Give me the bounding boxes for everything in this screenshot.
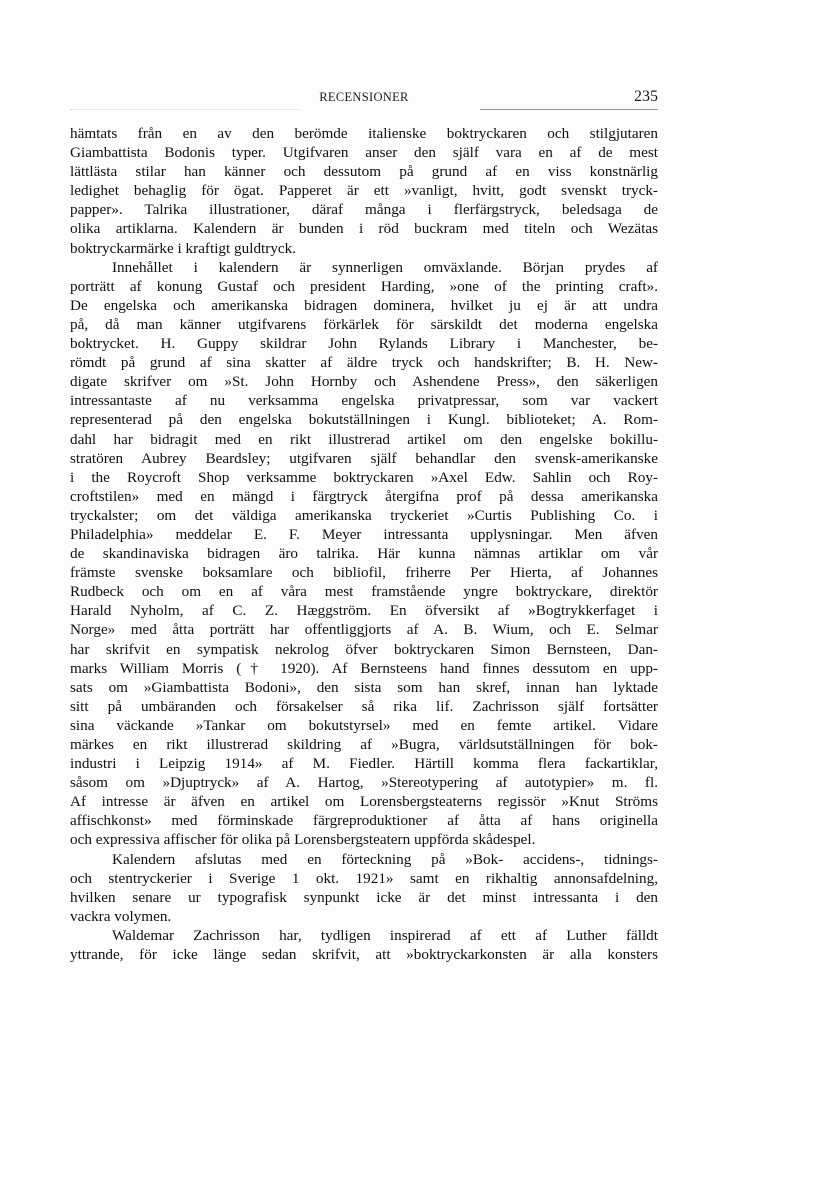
text-line: har skrifvit en sympatisk nekrolog öfver boktryckaren Simon Bernsteen, Dan- — [70, 640, 658, 658]
text-line: yttrande, för icke länge sedan skrifvit, att »boktryckarkonsten är alla konsters — [70, 946, 658, 964]
header-rule-left — [70, 109, 300, 110]
text-line: och stentryckerier i Sverige 1 okt. 1921» samt en rikhaltig annonsafdelning, — [70, 869, 658, 887]
text-line: sitt på umbäranden och försakelser så rika lif. Zachrisson själf fortsätter — [70, 697, 658, 715]
text-line: olika artiklarna. Kalendern är bunden i röd buckram med titeln och Wezätas — [70, 220, 658, 238]
text-line: Philadelphia» meddelar E. F. Meyer intressanta upplysningar. Men äfven — [70, 525, 658, 543]
text-line: Af intresse är äfven en artikel om Lorensbergsteaterns regissör »Knut Ströms — [70, 793, 658, 811]
text-line: lättlästa stilar han känner och dessutom på grund af en viss konstnärlig — [70, 163, 658, 181]
text-line: Norge» med åtta porträtt har offentliggjorts af A. B. Wium, och E. Selmar — [70, 621, 658, 639]
text-line: digate skrifver om »St. John Hornby och Ashendene Press», den säkerligen — [70, 373, 658, 391]
text-line: industri i Leipzig 1914» af M. Fiedler. Härtill komma flera fackartiklar, — [70, 755, 658, 773]
text-line: främste svenske boksamlare och bibliofil, friherre Per Hierta, af Johannes — [70, 564, 658, 582]
text-line: De engelska och amerikanska bidragen dominera, hvilket ju ej är att undra — [70, 296, 658, 314]
text-line: sina väckande »Tankar om bokutstyrsel» med en femte artikel. Vidare — [70, 716, 658, 734]
text-line: Waldemar Zachrisson har, tydligen inspirerad af ett af Luther fälldt — [112, 926, 658, 944]
text-line: såsom om »Djuptryck» af A. Hartog, »Stereotypering af autotypier» m. fl. — [70, 774, 658, 792]
text-line: representerad på den engelska bokutställningen i Kungl. biblioteket; A. Rom- — [70, 411, 658, 429]
running-head — [70, 88, 658, 110]
text-line: marks William Morris († 1920). Af Bernsteens hand finnes dessutom en upp- — [70, 659, 658, 677]
text-line: dahl har bidragit med en rikt illustrerad artikel om den engelske bokillu- — [70, 430, 658, 448]
text-line: Rudbeck och om en af våra mest framstående yngre boktryckare, direktör — [70, 583, 658, 601]
text-line: Innehållet i kalendern är synnerligen omväxlande. Början prydes af — [112, 258, 658, 276]
text-line: croftstilen» med en mängd i färgtryck återgifna prof på dessa amerikanska — [70, 487, 658, 505]
text-line: vackra volymen. — [70, 907, 172, 925]
header-rule — [480, 109, 658, 110]
text-line: på, då man känner utgifvarens förkärlek för särskildt det moderna engelska — [70, 315, 658, 333]
text-line: stratören Aubrey Beardsley; utgifvaren själf behandlar den svensk-amerikanske — [70, 449, 658, 467]
text-line: och expressiva affischer för olika på Lorensbergsteatern uppförda skådespel. — [70, 831, 536, 849]
text-line: boktryckarmärke i kraftigt guldtryck. — [70, 239, 297, 257]
text-line: Harald Nyholm, af C. Z. Hæggström. En öfversikt af »Bogtrykkerfaget i — [70, 602, 658, 620]
text-line: märkes en rikt illustrerad skildring af »Bugra, världsutställningen för bok- — [70, 736, 658, 753]
text-line: Giambattista Bodonis typer. Utgifvaren anser den själf vara en af de mest — [70, 144, 658, 162]
text-line: papper». Talrika illustrationer, däraf många i flerfärgstryck, beledsaga de — [70, 201, 658, 219]
text-line: hvilken senare ur typografisk synpunkt icke är det minst intressanta i den — [70, 888, 658, 906]
text-line: i the Roycroft Shop verksamme boktryckaren »Axel Edw. Sahlin och Roy- — [70, 468, 658, 486]
running-title: RECENSIONER — [319, 90, 409, 104]
text-line: ledighet behaglig för ögat. Papperet är ett »vanligt, hvitt, godt svenskt tryck- — [70, 182, 658, 200]
text-line: affischkonst» med förminskade färgreproduktioner af åtta af hans originella — [70, 812, 658, 830]
text-line: intressantaste af nu verksamma engelska privatpressar, som var vackert — [70, 392, 658, 410]
text-line: boktrycket. H. Guppy skildrar John Rylands Library i Manchester, be- — [70, 335, 658, 353]
text-line: Kalendern afslutas med en förteckning på »Bok- accidens-, tidnings- — [112, 850, 658, 868]
body-text — [70, 124, 658, 964]
text-line: porträtt af konung Gustaf och president Harding, »one of the printing craft». — [70, 277, 658, 295]
page-number: 235 — [634, 88, 658, 105]
text-line: de skandinaviska bidragen äro talrika. Här kunna nämnas artiklar om vår — [70, 545, 658, 563]
text-line: hämtats från en av den berömde italienske boktryckaren och stilgjutaren — [70, 125, 658, 142]
text-line: römdt på grund af sina skatter af äldre tryck och handskrifter; B. H. New- — [70, 354, 658, 372]
text-line: sats om »Giambattista Bodoni», den sista som han skref, innan han lyktade — [70, 678, 658, 696]
text-line: tryckalster; om det väldiga amerikanska tryckeriet »Curtis Publishing Co. i — [70, 506, 658, 524]
